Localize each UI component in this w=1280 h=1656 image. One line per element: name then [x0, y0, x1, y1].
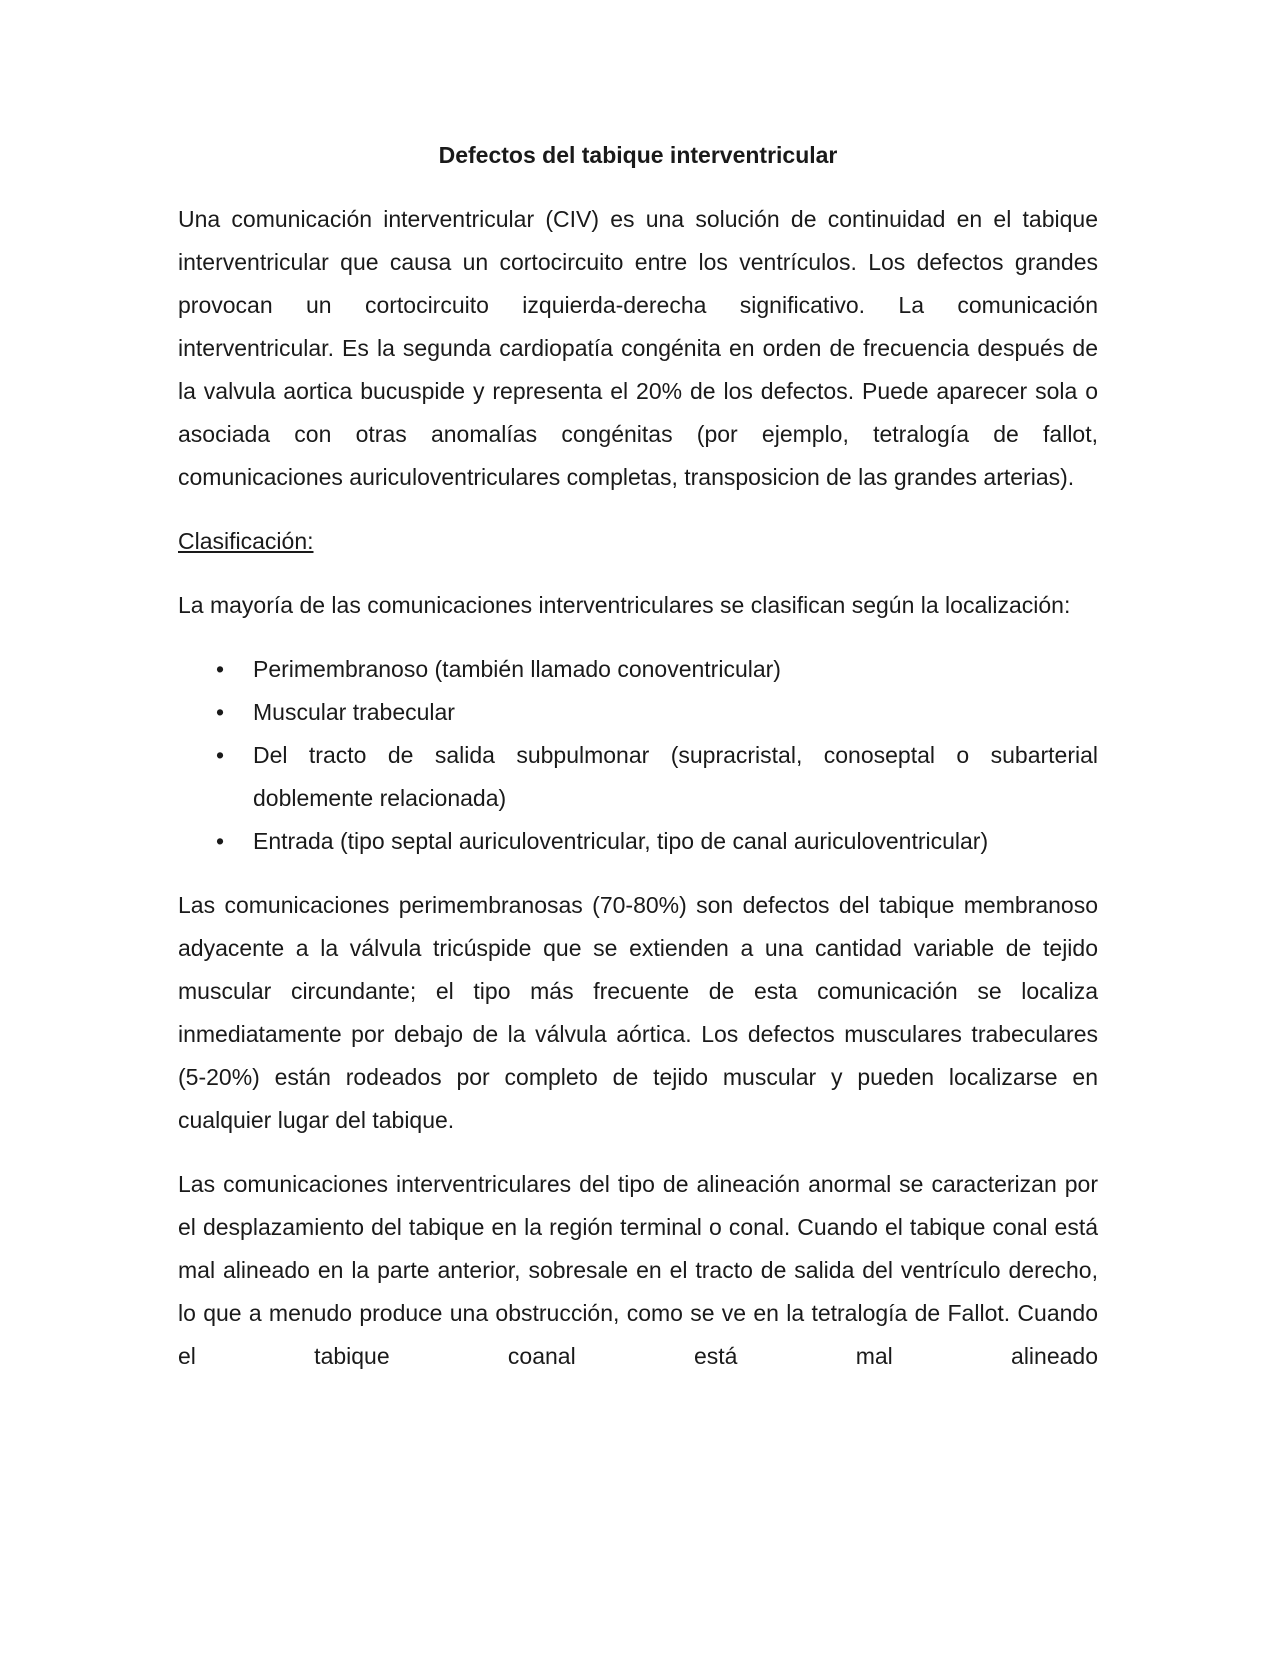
paragraph-intro: Una comunicación interventricular (CIV) es una solución de continuidad en el tabique interventricular que causa un cortocircuito entre los ventrículos. Los defectos grandes provocan un cortocircuito izquierda-derecha significativo. La comunicación interventricular. Es la segunda cardiopatía congénita en orden de frecuencia después de la valvula aortica bucuspide y representa el 20% de los defectos. Puede aparecer sola o asociada con otras anomalías congénitas (por ejemplo, tetralogía de fallot, comunicaciones auriculoventriculares completas, transposicion de las grandes arterias).	[178, 206, 1098, 490]
bullet-icon: •	[216, 656, 225, 682]
bullet-icon: •	[216, 742, 225, 768]
list-item-text: Del tracto de salida subpulmonar (supracristal, conoseptal o subarterial doblemente relacionada)	[253, 742, 1098, 811]
bullet-icon: •	[216, 828, 225, 854]
paragraph-perimembranous: Las comunicaciones perimembranosas (70-80%) son defectos del tabique membranoso adyacente a la válvula tricúspide que se extienden a una cantidad variable de tejido muscular circundante; el tipo más frecuente de esta comunicación se localiza inmediatamente por debajo de la válvula aórtica. Los defectos musculares trabeculares (5-20%) están rodeados por completo de tejido muscular y pueden localizarse en cualquier lugar del tabique.	[178, 892, 1098, 1133]
list-item	[178, 734, 1098, 820]
paragraph-classification-intro: La mayoría de las comunicaciones interventriculares se clasifican según la localización:	[178, 592, 1071, 618]
classification-list	[178, 648, 1098, 863]
page-title: Defectos del tabique interventricular	[438, 142, 838, 168]
list-item	[178, 648, 1098, 691]
list-item	[178, 820, 1098, 863]
list-item-text: Entrada (tipo septal auriculoventricular, tipo de canal auriculoventricular)	[253, 828, 989, 854]
list-item-text: Muscular trabecular	[253, 699, 455, 725]
document-page	[178, 140, 1098, 1399]
bullet-icon: •	[216, 699, 225, 725]
list-item-text: Perimembranoso (también llamado conoventricular)	[253, 656, 781, 682]
list-item	[178, 691, 1098, 734]
section-heading-classification: Clasificación:	[178, 528, 314, 554]
paragraph-malalignment: Las comunicaciones interventriculares del tipo de alineación anormal se caracterizan por el desplazamiento del tabique en la región terminal o conal. Cuando el tabique conal está mal alineado en la parte anterior, sobresale en el tracto de salida del ventrículo derecho, lo que a menudo produce una obstrucción, como se ve en la tetralogía de Fallot. Cuando el tabique coanal está mal alineado	[178, 1171, 1098, 1369]
